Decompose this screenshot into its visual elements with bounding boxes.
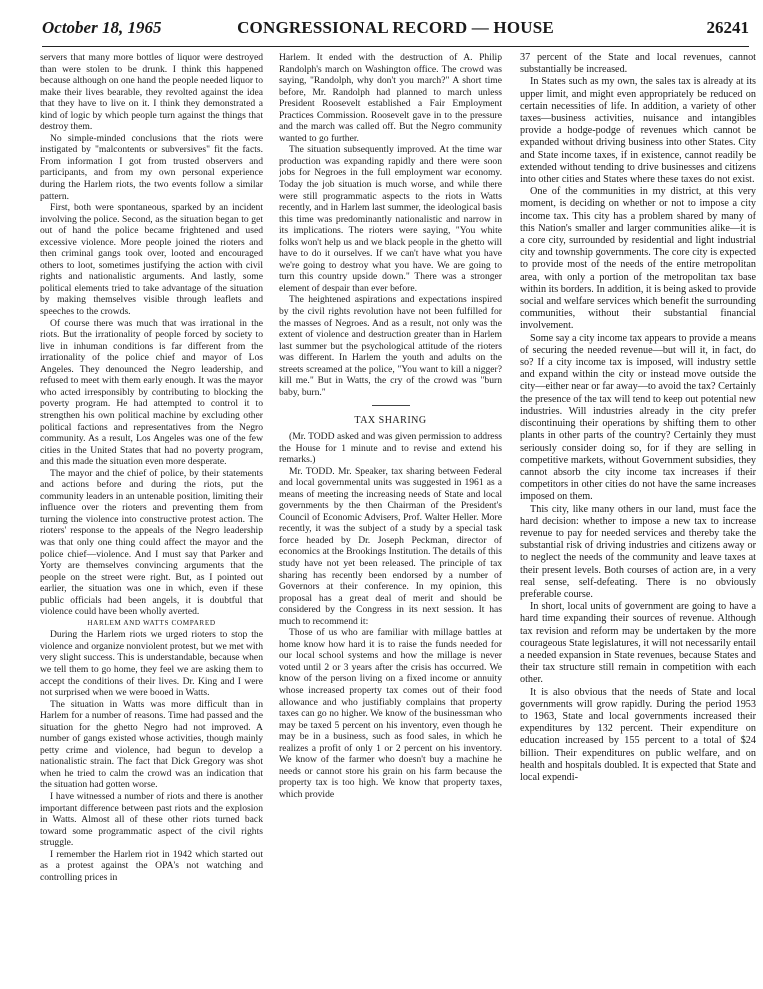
section-subheading: HARLEM AND WATTS COMPARED	[87, 618, 216, 627]
paragraph: The situation subsequently improved. At the time war production was expanding rapidly and there were soon jobs for Negroes in the full employment war economy. Today the job situation is much worse, and while there were still programmatic aspects to the riots in Watts recently, and in Harlem last summer, the ideological basis this time was predominantly nationalistic and narrow in its implications. The rioters were saying, "You white folks won't help us and we black people in the ghetto will have to do it ourselves. If we can't have what you have we're going to destroy what you have. We are going to turn this country upside down." There was a stronger element of despair than ever before.	[279, 144, 502, 294]
paragraph: 37 percent of the State and local revenues, cannot substantially be increased.	[520, 52, 756, 76]
text-column-middle	[279, 52, 502, 982]
paragraph: In short, local units of government are going to have a hard time expanding their sources of revenue. Although tax revision and reform may be undertaken by the more courageous State legislatures, it will not necessarily entail a needed expansion in State revenues, because States and their tax structure still remain in competition with each other.	[520, 601, 756, 686]
paragraph: During the Harlem riots we urged rioters to stop the violence and organize nonviolent protest, but we met with very slight success. This is understandable, because when we tell them to go home, they feel we are asking them to accept the conditions of their lives. Dr. King and I were not surprised when we were booed in Watts.	[40, 629, 263, 699]
header-page-number: 26241	[706, 18, 749, 37]
paragraph: (Mr. TODD asked and was given permission to address the House for 1 minute and to revise and extend his remarks.)	[279, 430, 502, 466]
paragraph: In States such as my own, the sales tax is already at its upper limit, and might even appropriately be reduced on certain necessities of life. In addition, a variety of other taxes—business activities, nuisance and intangibles provide a hodge-podge of revenues which cannot be expanded without driving business into other States. City and State income taxes, if in existence, cannot readily be extended without tending to drive businesses and citizens into other cities and States where these taxes do not exist.	[520, 76, 756, 186]
text-column-left	[40, 52, 263, 982]
paragraph: No simple-minded conclusions that the riots were instigated by "malcontents or subversives" fit the facts. From information I got from trusted observers and participants, and from my own personal experience during the Harlem riots, the two events follow a similar pattern.	[40, 132, 263, 202]
text-column-right	[520, 52, 756, 982]
paragraph: Mr. TODD. Mr. Speaker, tax sharing between Federal and local governmental units was suggested in 1961 as a means of meeting the increasing needs of State and local governments by the then Chairman of the President's Council of Economic Advisers, Prof. Walter Heller. More recently, it was the subject of a study by a special task force headed by Dr. Joseph Peckman, director of economics at the Brookings Institution. The details of this study have not yet been released. The principle of tax sharing has recently been endorsed by a number of Governors at their conference. In my opinion, this proposal has a great deal of merit and should be considered by the Congress in its next session. It has much to recommend it:	[279, 465, 502, 627]
paragraph: servers that many more bottles of liquor were destroyed than were stolen to be drunk. I think this happened because although on one hand the people needed liquor to make their lives bearable, they revolted against the idea that they have to live on it. I think they demonstrated a kind of logic by which people turn against the things that destroy them.	[40, 52, 263, 133]
paragraph: One of the communities in my district, at this very moment, is deciding on whether or not to impose a city income tax. This city has a problem shared by many of this Nation's smaller and larger communities alike—it is a core city, surrounded by residential and light industrial city and township governments. The core city is expected to provide most of the needs of the entire metropolitan area, with only a portion of the metropolitan tax base within its borders. In addition, it is being asked to provide social and welfare services which benefit the surrounding communities, without their substantial financial involvement.	[520, 186, 756, 332]
header-title: CONGRESSIONAL RECORD — HOUSE	[237, 18, 554, 37]
page-header	[42, 12, 749, 47]
paragraph: It is also obvious that the needs of State and local governments will grow rapidly. During the period 1953 to 1963, State and local governments increased their expenditures by 132 percent. Their expenditure on education increased by 155 percent to a total of $24 billion. Their expenditures on public welfare, and on health and hospitals doubled. It is expected that State and local expendi-	[520, 686, 756, 783]
paragraph: The heightened aspirations and expectations inspired by the civil rights revolution have not been fulfilled for the masses of Negroes. And as a result, not only was the extent of violence and destruction greater than in Harlem last summer but the psychological attitude of the rioters was different. In Harlem the youth and adults on the streets screamed at the police, "You want to kill a nigger? kill me." But in Watts, the cry of the crowd was "burn baby, burn."	[279, 294, 502, 398]
paragraph: Those of us who are familiar with millage battles at home know how hard it is to raise the funds needed for our local school systems and how the millage is never voted until 2 or 3 years after the crisis has occurred. We know of the person living on a fixed income or annuity whose increased property tax comes out of their food allowance and who justifiably complains that property taxes can go no higher. We know of the businessman who may be taxed 5 percent on his inventory, even though he may be in a business, such as food sales, in which he realizes a profit of only 1 or 2 percent on his inventory. We know of the farmer who doesn't buy a machine he needs or cannot store his grain on his farm because the property tax is too high. We know that property taxes, which provide	[279, 627, 502, 800]
paragraph: The mayor and the chief of police, by their statements and actions before and during the riots, put the community leaders in an untenable position, limiting their influence over the rioters and preventing them from turning the violence into constructive protest action. The rioters' response to the appeals of the Negro leadership was that only one thing could affect the mayor and the police chief—violence. And I must say that Parker and Yorty are themselves convincing arguments that the people on the street were right. But, as I pointed out earlier, the situation was one in which, even if these public officials had been angels, it is doubtful that violence could have been wholly averted.	[40, 467, 263, 618]
paragraph: Of course there was much that was irrational in the riots. But the irrationality of people forced by society to live in inhuman conditions is far different from the irrationality of the police chief and mayor of Los Angeles. They denounced the Negro leadership, and refused to meet with them early enough. It was the mayor who acted irresponsibly by contributing to blocking the poverty program. He had attempted to control it to strengthen his own political machine by excluding other political factions and representatives from the Negro community. As a result, Los Angeles was one of the few cities in the United States that had no poverty program, and this made the situation even more desperate.	[40, 317, 263, 468]
header-date: October 18, 1965	[42, 18, 162, 37]
paragraph: I have witnessed a number of riots and there is another important difference between past riots and the explosion in Watts. Almost all of these other riots turned back toward some programmatic aspect of the civil rights struggle.	[40, 791, 263, 849]
paragraph: Some say a city income tax appears to provide a means of securing the needed revenue—but will it, in fact, do so? If a city income tax is imposed, will industry settle and expand within the city or instead move outside the city—either near or far away—to avoid the tax? Certainly the presence of the tax will tend to keep out potential new industries. Will industries already in the city prefer discontinuing their operations by shifting them to other plants in other parts of the country? Certainly they must seriously consider doing so, for if they are selling in competitive markets, without Government subsidies, they cannot absorb the city income tax increases if their competitors in other cities do not have the same increases imposed on them.	[520, 332, 756, 503]
section-heading: TAX SHARING	[354, 415, 427, 427]
paragraph: The situation in Watts was more difficult than in Harlem for a number of reasons. Time had passed and the situation for the ghetto Negro had not improved. A number of gangs existed whose activities, though mainly petty crime and violence, had begun to develop a nationalistic strain. The fact that Dick Gregory was shot when he tried to calm the crowd was an indication that the situation had gotten worse.	[40, 698, 263, 791]
section-divider	[372, 405, 410, 406]
paragraph: This city, like many others in our land, must face the hard decision: whether to impose a new tax to increase revenue to pay for needed services and thereby take the substantial risk of driving industries and citizens away or to neglect the needs of the community and leave taxes at their present levels. Both courses of action are, in a very real sense, self-defeating. There is no obviously preferable course.	[520, 503, 756, 600]
paragraph: Harlem. It ended with the destruction of A. Philip Randolph's march on Washington office. The crowd was saying, "Randolph, why don't you march?" A short time before, Mr. Randolph had planned to march unless President Roosevelt established a Fair Employment Practices Commission. Roosevelt gave in to the pressure and the march was called off. But the Negro community wanted to go further.	[279, 52, 502, 144]
paragraph: I remember the Harlem riot in 1942 which started out as a protest against the OPA's not watching and controlling prices in	[40, 848, 263, 883]
paragraph: First, both were spontaneous, sparked by an incident involving the police. Second, as the situation began to get out of hand the police became frightened and used excessive violence. More people joined the rioters and then criminal gangs took over, looted and encouraged others to loot, sometimes justifying the action with civil rights and nationalistic arguments. And lastly, some political elements tried to take advantage of the situation by making themselves visible through leaflets and speeches to the crowds.	[40, 202, 263, 318]
